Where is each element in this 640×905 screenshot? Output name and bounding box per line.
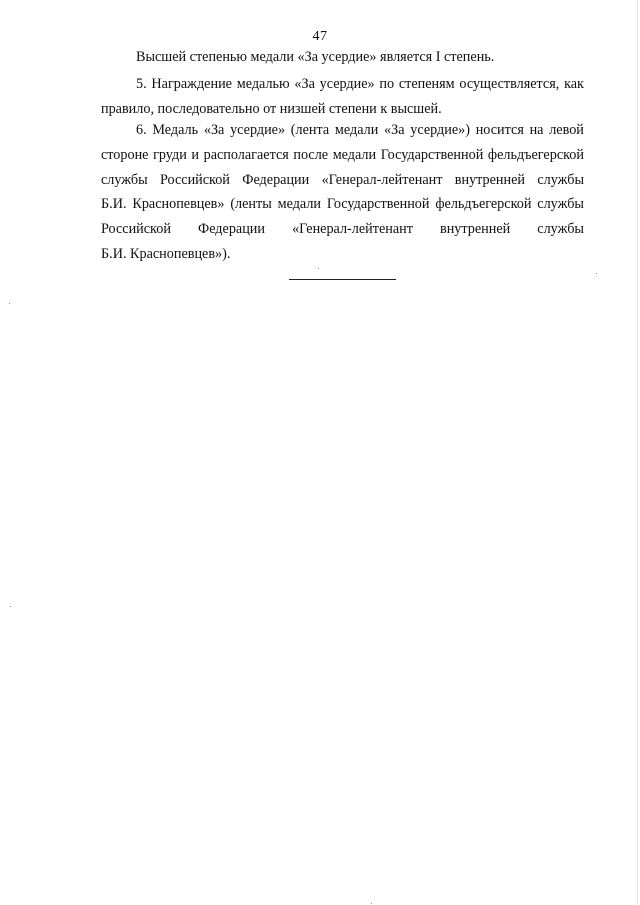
word: (ленты [230,196,272,212]
page-number: 47 [312,29,328,44]
scan-speck [371,903,372,904]
paragraph-2-line-2: правило, последовательно от низшей степени к высшей. [101,101,442,117]
end-divider [289,279,396,280]
word: Российской [101,221,171,237]
word: носится [475,122,524,138]
paragraph-3-line-4 [101,197,584,211]
word: внутренней [440,221,511,237]
word: службы [537,221,584,237]
word: Государственной [380,147,484,163]
word: фельдъегерской [487,147,584,163]
paragraph-3-line-5 [101,222,584,236]
scan-speck [596,273,597,274]
word: службы [537,172,584,188]
word: службы [537,196,584,212]
word: «За [294,76,315,92]
word: Российской [159,172,230,188]
word: медалью [236,76,290,92]
word: медали [277,196,322,212]
paragraph-1-line-1: Высшей степенью медали «За усердие» является I степень. [136,49,495,65]
word: стороне [101,147,149,163]
word: усердие» [319,76,375,92]
word: располагается [203,147,289,163]
word: после [293,147,329,163]
scan-speck [318,268,319,269]
word: Б.И. [101,196,127,212]
word: (лента [290,122,330,138]
word: Федерации [242,172,310,188]
word: на [529,122,544,138]
word: Федерации [197,221,265,237]
word: усердие») [410,122,470,138]
word: «Генерал-лейтенант [292,221,413,237]
word: груди [153,147,187,163]
word: усердие» [230,122,286,138]
word: Краснопевцев» [132,196,225,212]
word: Медаль [152,122,199,138]
word: и [191,147,200,163]
word: осуществляется, [459,76,560,92]
scan-speck [9,303,10,304]
word: как [564,76,584,92]
word: 5. [136,76,147,92]
word: медали [334,122,379,138]
word: Награждение [151,76,232,92]
word: фельдъегерской [435,196,532,212]
paragraph-2-line-1 [136,77,584,91]
word: «Генерал-лейтенант [321,172,443,188]
word: «За [203,122,225,138]
paragraph-3-line-6: Б.И. Краснопевцев»). [101,246,231,262]
word: по [379,76,395,92]
word: медали [332,147,377,163]
word: степеням [398,76,455,92]
word: внутренней [454,172,526,188]
word: 6. [136,122,147,138]
word: левой [549,122,584,138]
paragraph-3-line-2 [101,148,584,162]
scan-edge [637,0,638,905]
paragraph-3-line-3 [101,173,584,187]
word: Государственной [326,196,430,212]
paragraph-3-line-1 [136,123,584,137]
scan-speck [10,606,11,607]
word: «За [384,122,405,138]
word: службы [101,172,148,188]
